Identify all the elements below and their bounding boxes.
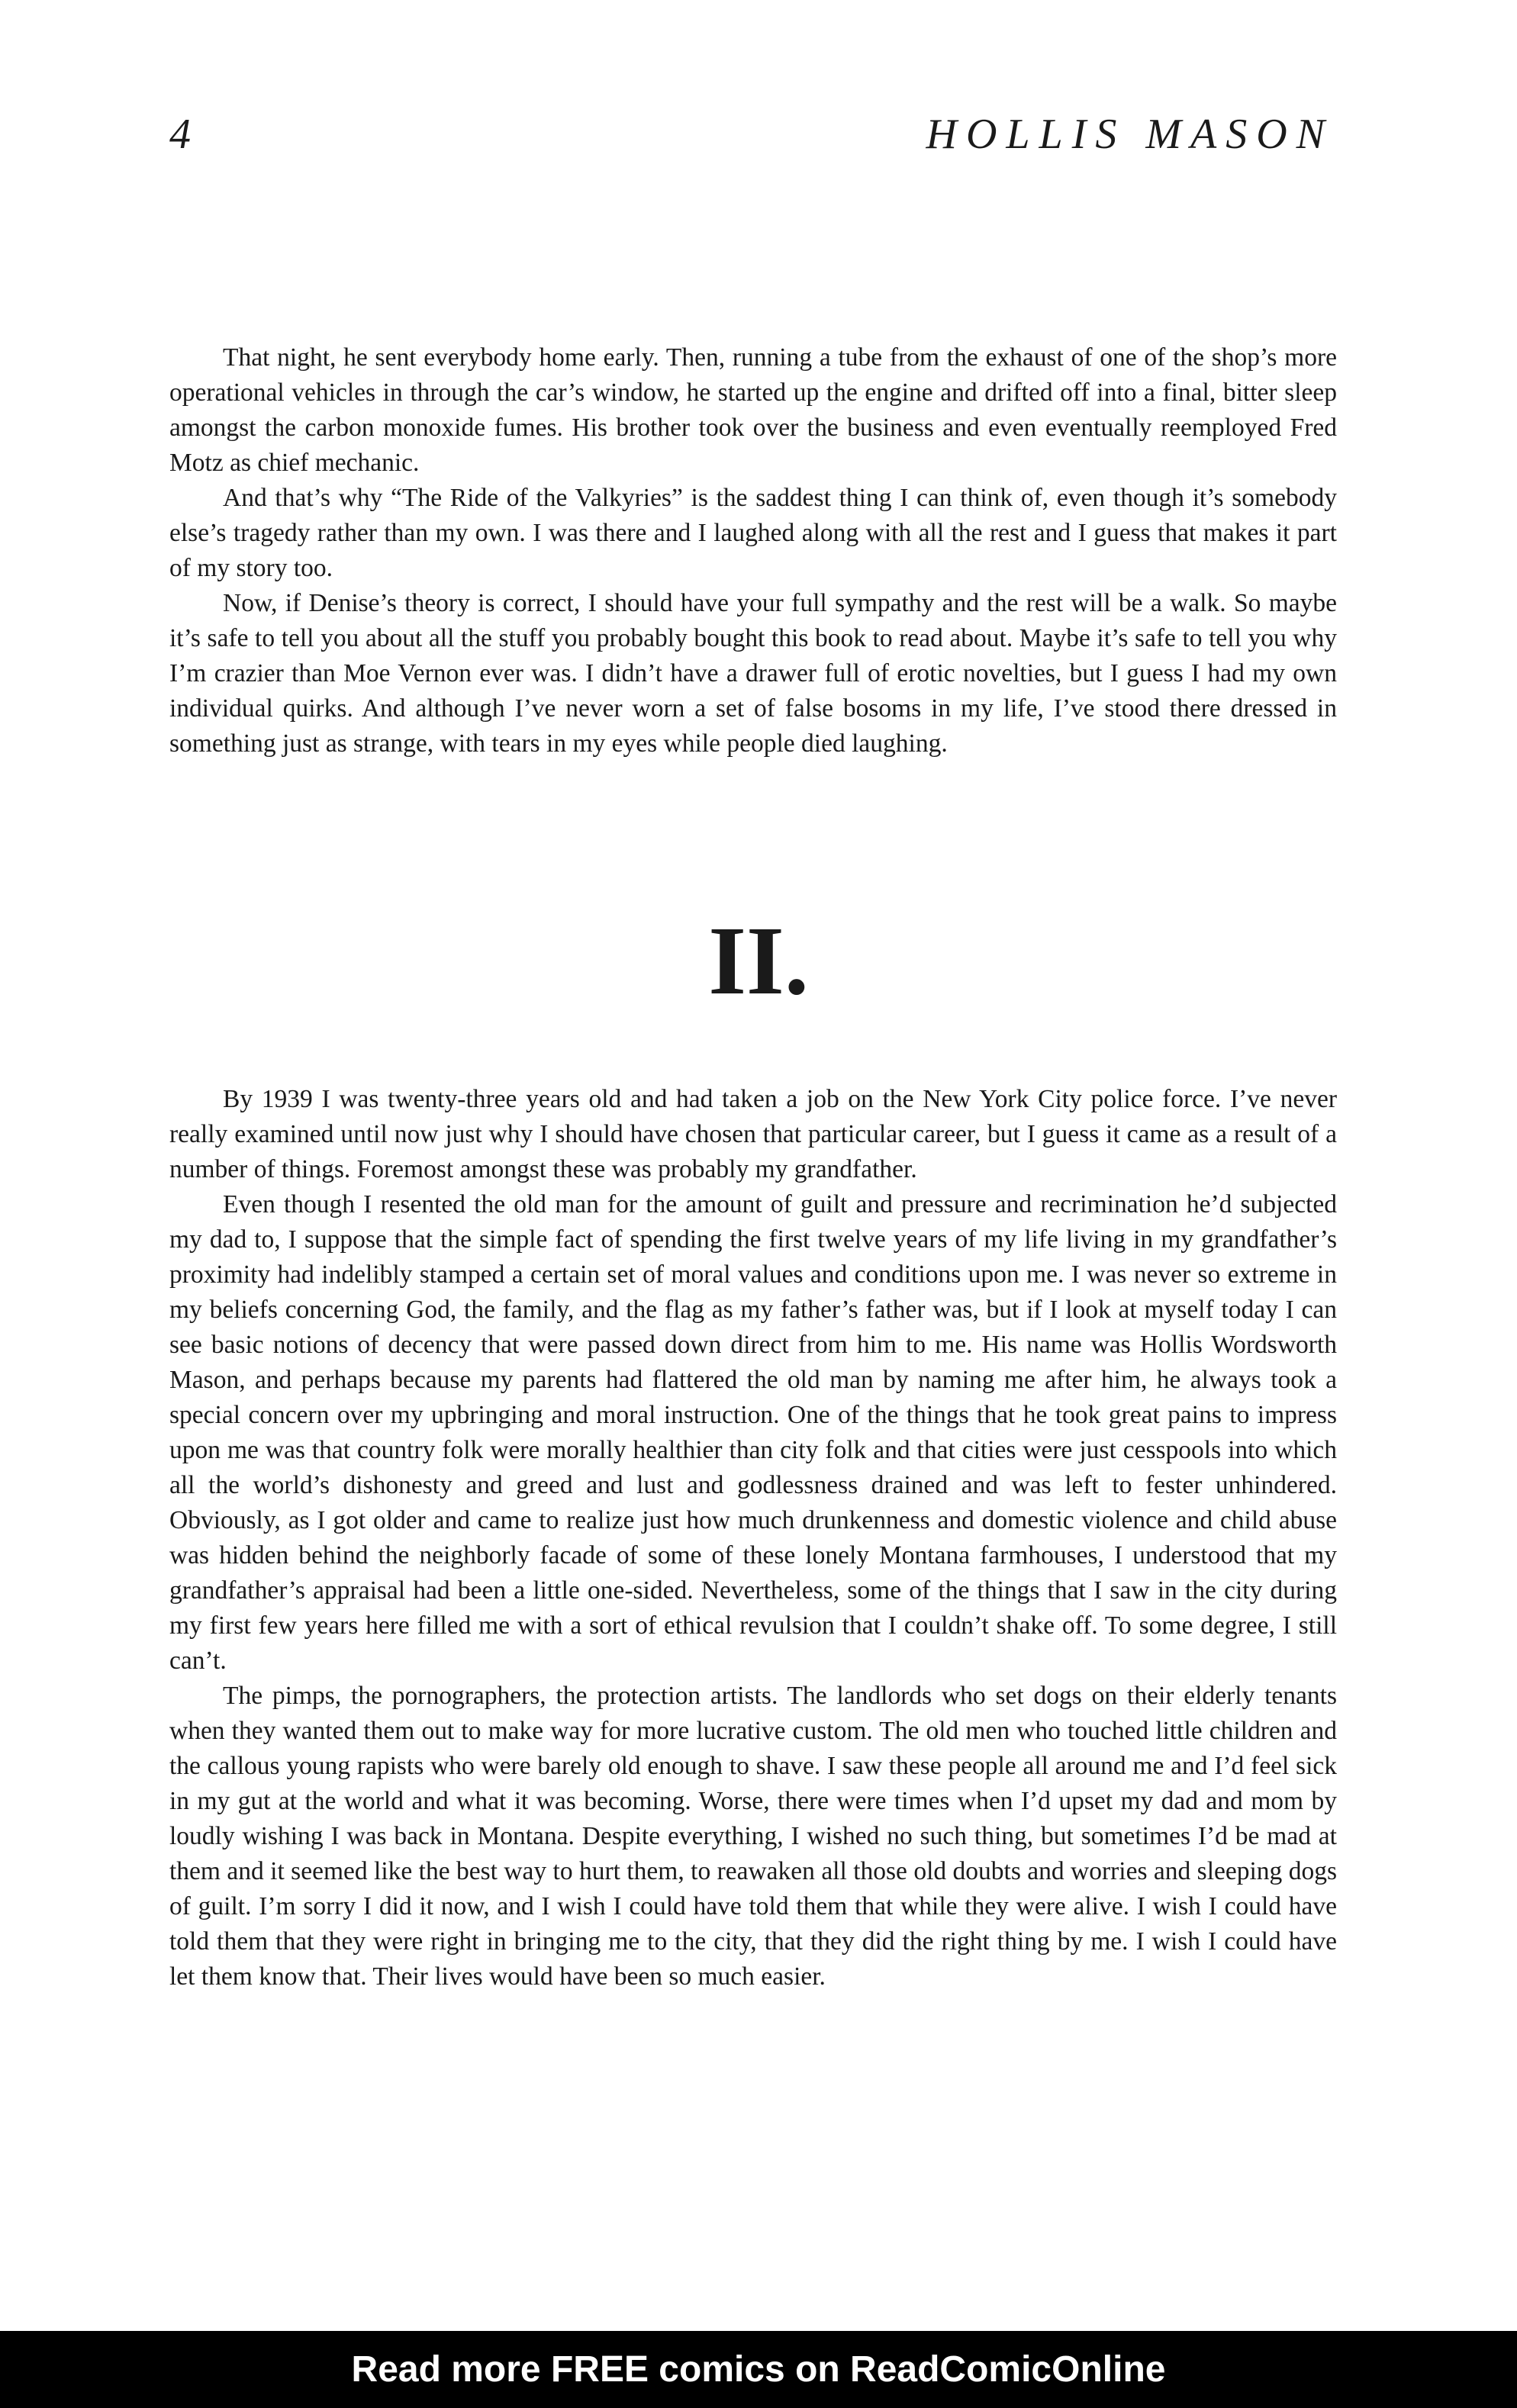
footer-banner[interactable]: Read more FREE comics on ReadComicOnline xyxy=(0,2331,1517,2408)
paragraph: That night, he sent everybody home early. Then, running a tube from the exhaust of one of the shop’s more operational vehicles in through the car’s window, he started up the engine and drifted off into a final, bitter sleep amongst the carbon monoxide fumes. His brother took over the business and even eventually reemployed Fred Motz as chief mechanic. xyxy=(169,343,1337,477)
running-head: HOLLIS MASON xyxy=(926,111,1334,158)
paragraph: By 1939 I was twenty-three years old and had taken a job on the New York City police force. I’ve never really examined until now just why I should have chosen that particular career, but I guess it came as a result of a number of things. Foremost amongst these was probably my grandfather. xyxy=(169,1085,1337,1183)
section-heading: II. xyxy=(708,906,809,1015)
section-two-text xyxy=(169,1082,1337,1994)
paragraph: The pimps, the pornographers, the protection artists. The landlords who set dogs on their elderly tenants when they wanted them out to make way for more lucrative custom. The old men who touched little children and the callous young rapists who were barely old enough to shave. I saw these people all around me and I’d feel sick in my gut at the world and what it was becoming. Worse, there were times when I’d upset my dad and mom by loudly wishing I was back in Montana. Despite everything, I wished no such thing, but sometimes I’d be mad at them and it seemed like the best way to hurt them, to reawaken all those old doubts and worries and sleeping dogs of guilt. I’m sorry I did it now, and I wish I could have told them that while they were alive. I wish I could have told them that they were right in bringing me to the city, that they did the right thing by me. I wish I could have let them know that. Their lives would have been so much easier. xyxy=(169,1682,1337,1991)
paragraph: Even though I resented the old man for the amount of guilt and pressure and recrimination he’d subjected my dad to, I suppose that the simple fact of spending the first twelve years of my life living in my grandfather’s proximity had indelibly stamped a certain set of moral values and conditions upon me. I was never so extreme in my beliefs concerning God, the family, and the flag as my father’s father was, but if I look at myself today I can see basic notions of decency that were passed down direct from him to me. His name was Hollis Wordsworth Mason, and perhaps because my parents had flattered the old man by naming me after him, he always took a special concern over my upbringing and moral instruction. One of the things that he took great pains to impress upon me was that country folk were morally healthier than city folk and that cities were just cesspools into which all the world’s dishonesty and greed and lust and godlessness drained and was left to fester unhindered. Obviously, as I got older and came to realize just how much drunkenness and domestic violence and child abuse was hidden behind the neighborly facade of some of these lonely Montana farmhouses, I understood that my grandfather’s appraisal had been a little one-sided. Nevertheless, some of the things that I saw in the city during my first few years here filled me with a sort of ethical revulsion that I couldn’t shake off. To some degree, I still can’t. xyxy=(169,1190,1337,1675)
paragraph: Now, if Denise’s theory is correct, I should have your full sympathy and the rest will be a walk. So maybe it’s safe to tell you about all the stuff you probably bought this book to read about. Maybe it’s safe to tell you why I’m crazier than Moe Vernon ever was. I didn’t have a drawer full of erotic novelties, but I guess I had my own individual quirks. And although I’ve never worn a set of false bosoms in my life, I’ve stood there dressed in something just as strange, with tears in my eyes while people died laughing. xyxy=(169,589,1337,758)
section-one-text xyxy=(169,340,1337,761)
page-number: 4 xyxy=(169,111,191,158)
paragraph: And that’s why “The Ride of the Valkyries” is the saddest thing I can think of, even though it’s somebody else’s tragedy rather than my own. I was there and I laughed along with all the rest and I guess that makes it part of my story too. xyxy=(169,484,1337,582)
